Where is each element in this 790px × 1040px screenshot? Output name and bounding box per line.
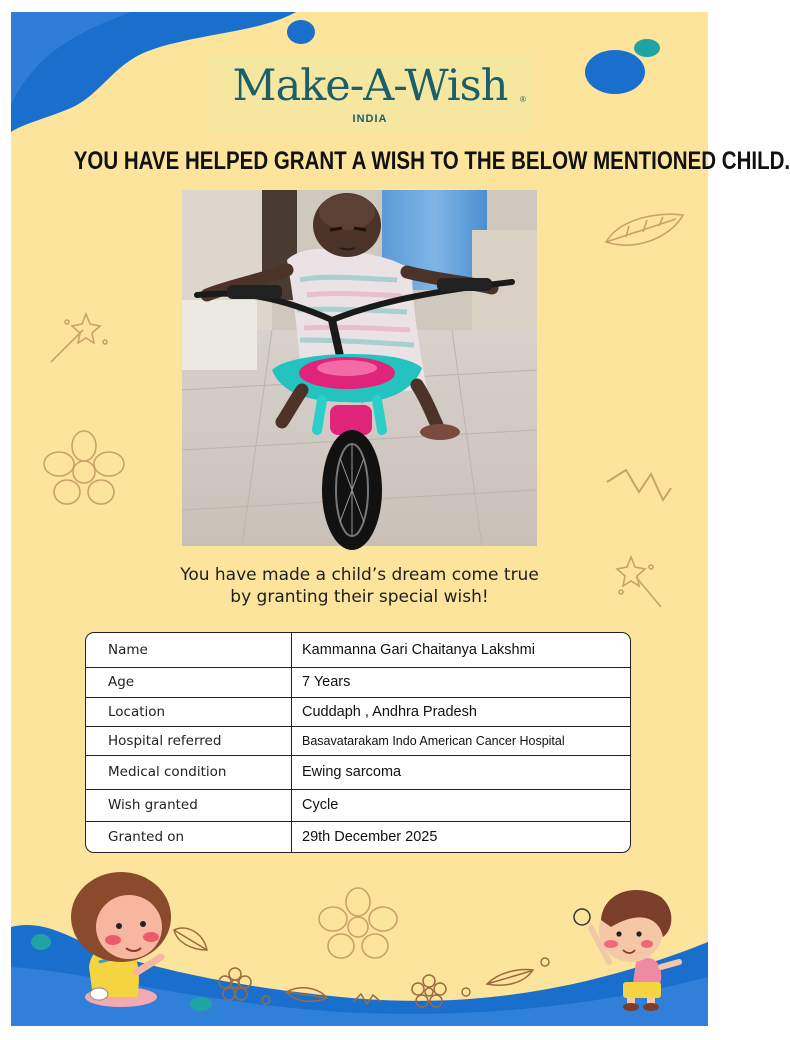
dot-doodle-2 bbox=[462, 988, 470, 996]
leaf-doodle-near-girl bbox=[174, 928, 207, 950]
row-value-wish-granted: Cycle bbox=[292, 789, 631, 821]
table-row bbox=[86, 667, 630, 697]
child-on-bicycle-photo bbox=[182, 190, 537, 546]
logo-country: INDIA bbox=[352, 113, 388, 125]
row-label-granted-on: Granted on bbox=[86, 821, 292, 852]
tagline-line-2: by granting their special wish! bbox=[230, 587, 489, 607]
row-label-hospital: Hospital referred bbox=[86, 726, 292, 755]
row-label-medical-condition: Medical condition bbox=[86, 755, 292, 789]
blob-top-left bbox=[23, 84, 55, 108]
row-label-name: Name bbox=[86, 633, 292, 667]
table-row bbox=[86, 755, 630, 789]
blob-top-right bbox=[585, 50, 645, 94]
flower-doodle-bottom bbox=[319, 888, 397, 958]
blob-bottom-small bbox=[190, 997, 212, 1011]
blob-bottom-left bbox=[31, 934, 51, 950]
zigzag-doodle-right bbox=[607, 470, 671, 500]
sparkle-wand-left bbox=[51, 314, 107, 362]
row-value-name: Kammanna Gari Chaitanya Lakshmi bbox=[292, 633, 631, 667]
tagline-line-1: You have made a child’s dream come true bbox=[180, 565, 539, 585]
table-row bbox=[86, 633, 630, 667]
child-details-table bbox=[85, 632, 631, 853]
logo-registered-mark: ® bbox=[520, 95, 526, 104]
row-value-location: Cuddaph , Andhra Pradesh bbox=[292, 697, 631, 726]
certificate-page bbox=[11, 12, 790, 1026]
logo-wordmark: Make-A-Wish bbox=[232, 61, 508, 111]
row-label-wish-granted: Wish granted bbox=[86, 789, 292, 821]
table-row bbox=[86, 789, 630, 821]
table-row bbox=[86, 697, 630, 726]
tagline bbox=[11, 564, 708, 608]
row-label-age: Age bbox=[86, 667, 292, 697]
row-value-age: 7 Years bbox=[292, 667, 631, 697]
row-value-hospital: Basavatarakam Indo American Cancer Hospital bbox=[292, 726, 631, 755]
dot-doodle-3 bbox=[541, 958, 549, 966]
table-row bbox=[86, 821, 630, 852]
flower-doodle-left bbox=[44, 431, 124, 504]
leaf-doodle-bottom-right bbox=[487, 970, 533, 986]
blob-top-right-teal bbox=[634, 39, 660, 57]
table-row bbox=[86, 726, 630, 755]
row-label-location: Location bbox=[86, 697, 292, 726]
blob-top-center bbox=[287, 20, 315, 44]
leaf-doodle-right bbox=[606, 214, 683, 245]
row-value-medical-condition: Ewing sarcoma bbox=[292, 755, 631, 789]
make-a-wish-logo bbox=[208, 55, 532, 132]
row-value-granted-on: 29th December 2025 bbox=[302, 828, 438, 845]
headline: YOU HAVE HELPED GRANT A WISH TO THE BELOW MENTIONED CHILD. bbox=[73, 147, 790, 175]
